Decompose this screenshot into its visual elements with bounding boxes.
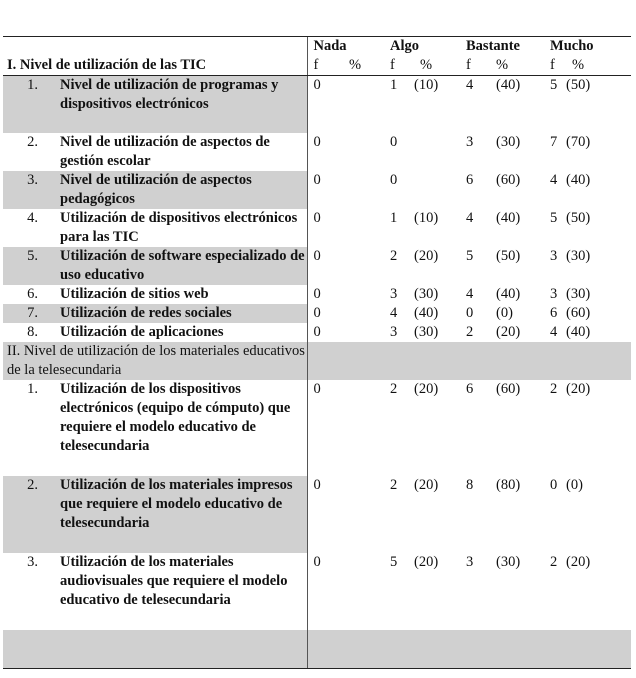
table-row (3, 247, 631, 285)
nada-f: 0 (307, 553, 349, 630)
bastante-pct: (30) (496, 133, 521, 150)
row-label: Nivel de utilización de aspectos de gestión escolar (60, 133, 270, 169)
table-row (3, 476, 631, 553)
mucho-f: 2 (550, 553, 558, 570)
nada-f: 0 (307, 476, 349, 553)
nada-f-header: f (307, 56, 349, 76)
bastante-f: 4 (466, 77, 474, 93)
bastante-f: 0 (466, 304, 474, 321)
algo-f: 5 (390, 553, 398, 570)
row-number: 2. (27, 133, 38, 150)
bastante-f: 2 (466, 323, 474, 340)
mucho-f: 2 (550, 380, 558, 397)
mucho-pct: (40) (566, 323, 591, 340)
row-label: Nivel de utilización de programas y dispositivos electrónicos (56, 76, 307, 133)
algo-f: 0 (390, 171, 398, 188)
bastante-pct: (60) (496, 380, 521, 397)
results-table (3, 36, 631, 669)
section-2-header-row (3, 342, 631, 380)
bastante-pct: (40) (496, 209, 521, 226)
table-row (3, 553, 631, 630)
algo-pct (414, 133, 460, 171)
row-label: Utilización de los materiales audiovisuales que requiere el modelo educativo de telesecundaria (60, 553, 288, 608)
bastante-f: 6 (466, 380, 474, 397)
mucho-pct: (60) (566, 304, 591, 321)
algo-f: 4 (390, 304, 398, 321)
nada-pct (349, 323, 384, 342)
algo-f: 1 (390, 209, 398, 226)
table-row (3, 209, 631, 247)
bastante-f: 4 (466, 285, 474, 302)
algo-f: 2 (390, 380, 398, 397)
algo-pct: (30) (414, 285, 439, 302)
bastante-pct: (40) (496, 77, 521, 93)
mucho-pct: (40) (566, 171, 591, 188)
table-row (3, 133, 631, 171)
nada-f: 0 (307, 209, 349, 247)
mucho-f: 0 (550, 476, 558, 493)
nada-f: 0 (307, 247, 349, 285)
mucho-pct: (30) (566, 285, 591, 302)
algo-pct: (20) (414, 476, 439, 493)
nada-f: 0 (307, 76, 349, 133)
col-algo-header: Algo (384, 37, 460, 57)
nada-pct (349, 285, 384, 304)
nada-pct-header: % (349, 56, 384, 76)
mucho-f-header: f (544, 56, 566, 76)
row-label: Utilización de aplicaciones (60, 323, 224, 340)
algo-pct: (10) (414, 209, 439, 226)
bastante-pct: (20) (496, 323, 521, 340)
row-number: 4. (27, 209, 38, 226)
nada-f: 0 (307, 133, 349, 171)
mucho-f: 3 (550, 247, 558, 264)
nada-pct (349, 133, 384, 171)
row-number: 8. (27, 323, 38, 340)
nada-f: 0 (307, 304, 349, 323)
mucho-f: 4 (550, 323, 558, 340)
mucho-f: 5 (550, 209, 558, 226)
algo-f: 1 (390, 77, 398, 93)
nada-pct (349, 476, 384, 553)
bastante-f: 5 (466, 247, 474, 264)
table-row (3, 76, 631, 133)
bastante-pct: (30) (496, 553, 521, 570)
bastante-f: 3 (466, 553, 474, 570)
table-footer-row (3, 630, 631, 669)
mucho-pct: (0) (566, 476, 583, 493)
row-number: 2. (3, 476, 56, 553)
nada-pct (349, 171, 384, 209)
algo-f: 0 (390, 133, 398, 150)
bastante-pct: (50) (496, 247, 521, 264)
row-number: 5. (3, 247, 56, 285)
nada-f: 0 (307, 285, 349, 304)
row-number: 1. (27, 380, 38, 397)
mucho-pct: (20) (566, 553, 591, 570)
bastante-f-header: f (460, 56, 490, 76)
nada-pct (349, 209, 384, 247)
row-number: 3. (3, 171, 56, 209)
table-row (3, 380, 631, 476)
col-nada-header: Nada (307, 37, 384, 57)
mucho-pct-header: % (566, 56, 631, 76)
mucho-f: 5 (550, 77, 558, 93)
nada-pct (349, 553, 384, 630)
algo-f: 3 (390, 285, 398, 302)
nada-f: 0 (307, 171, 349, 209)
col-mucho-header: Mucho (544, 37, 631, 57)
table-row (3, 285, 631, 304)
algo-pct: (40) (414, 304, 439, 321)
bastante-f: 3 (466, 133, 474, 150)
mucho-pct: (30) (566, 247, 591, 264)
mucho-pct: (50) (566, 209, 591, 226)
row-label: Utilización de sitios web (60, 285, 209, 302)
row-number: 1. (3, 76, 56, 133)
mucho-f: 6 (550, 304, 558, 321)
row-label: Utilización de los materiales impresos que requiere el modelo educativo de telesecundaria (56, 476, 307, 553)
algo-f-header: f (384, 56, 414, 76)
algo-pct: (30) (414, 323, 439, 340)
nada-pct (349, 247, 384, 285)
bastante-pct-header: % (490, 56, 544, 76)
section-2-title: II. Nivel de utilización de los materiales educativos de la telesecundaria (3, 342, 307, 380)
table-row (3, 304, 631, 323)
section-1-title: I. Nivel de utilización de las TIC (3, 56, 307, 76)
bastante-pct: (0) (496, 304, 513, 321)
nada-pct (349, 76, 384, 133)
section-1-header-row (3, 56, 631, 76)
row-label: Utilización de los dispositivos electrónicos (equipo de cómputo) que requiere el modelo educativo de telesecundaria (60, 380, 291, 454)
mucho-f: 3 (550, 285, 558, 302)
bastante-f: 8 (466, 476, 474, 493)
algo-f: 2 (390, 476, 398, 493)
mucho-f: 7 (550, 133, 558, 150)
mucho-pct: (20) (566, 380, 591, 397)
mucho-pct: (70) (566, 133, 591, 150)
algo-pct-header: % (414, 56, 460, 76)
header-row (3, 37, 631, 57)
row-number: 7. (3, 304, 56, 323)
mucho-f: 4 (550, 171, 558, 188)
algo-pct (414, 171, 460, 209)
col-bastante-header: Bastante (460, 37, 544, 57)
bastante-pct: (60) (496, 171, 521, 188)
algo-pct: (20) (414, 553, 439, 570)
nada-pct (349, 380, 384, 476)
row-label: Utilización de dispositivos electrónicos para las TIC (60, 209, 298, 245)
row-label: Utilización de software especializado de uso educativo (56, 247, 307, 285)
bastante-pct: (40) (496, 285, 521, 302)
table-row (3, 171, 631, 209)
bastante-f: 6 (466, 171, 474, 188)
bastante-f: 4 (466, 209, 474, 226)
bastante-pct: (80) (496, 476, 521, 493)
results-table-frame (3, 36, 631, 674)
algo-pct: (20) (414, 380, 439, 397)
algo-f: 3 (390, 323, 398, 340)
nada-f: 0 (307, 323, 349, 342)
nada-f: 0 (307, 380, 349, 476)
row-number: 6. (27, 285, 38, 302)
table-row (3, 323, 631, 342)
row-label: Nivel de utilización de aspectos pedagógicos (56, 171, 307, 209)
mucho-pct: (50) (566, 77, 591, 93)
algo-pct: (20) (414, 247, 439, 264)
row-number: 3. (27, 553, 38, 570)
algo-f: 2 (390, 247, 398, 264)
row-label: Utilización de redes sociales (56, 304, 307, 323)
algo-pct: (10) (414, 77, 439, 93)
nada-pct (349, 304, 384, 323)
